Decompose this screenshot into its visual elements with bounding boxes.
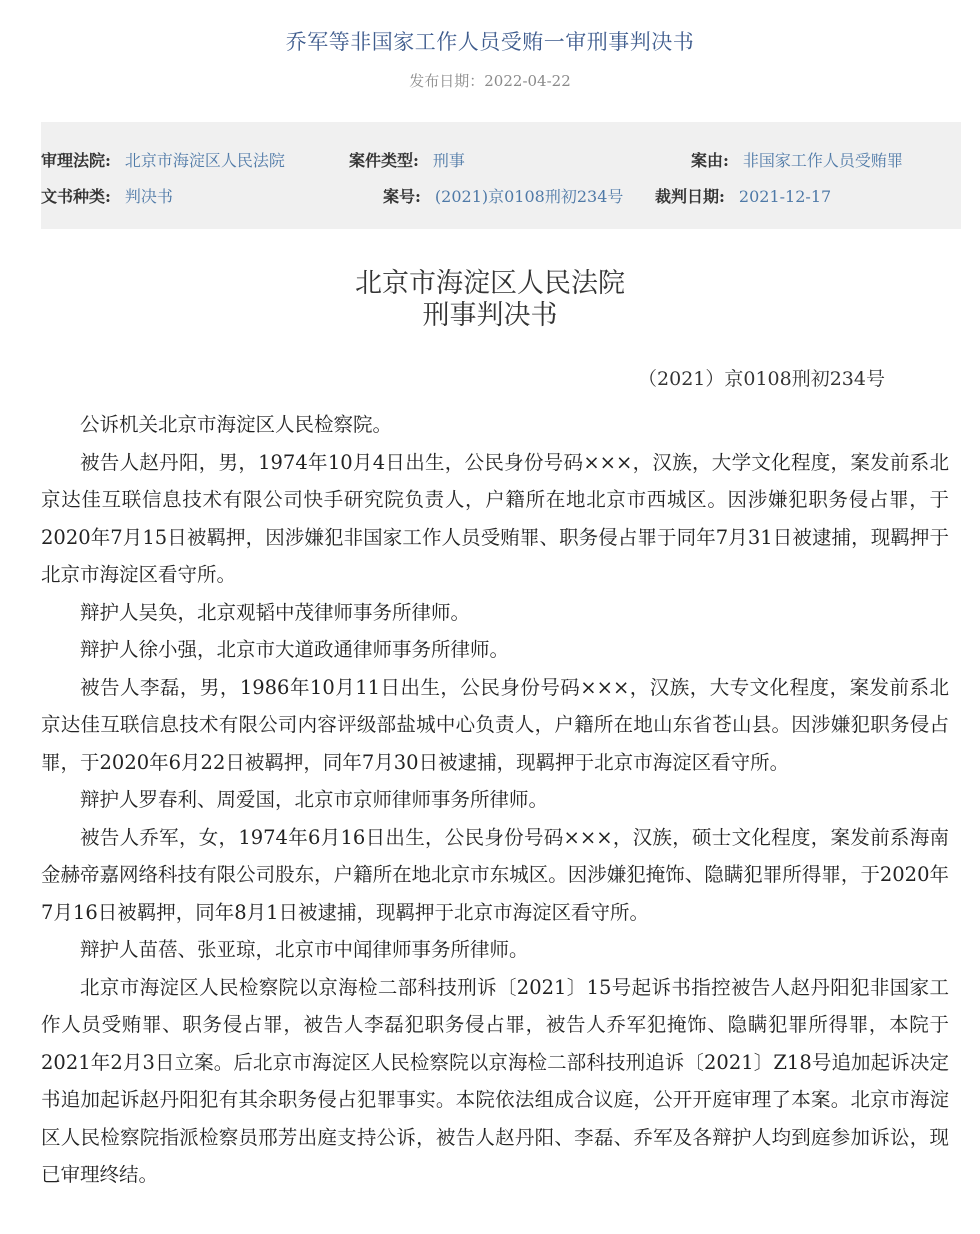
paragraph-defenders-miao-zhang: 辩护人苗蓓、张亚琼，北京市中闻律师事务所律师。 — [80, 938, 529, 961]
judgment-date-value: 2021-12-17 — [738, 187, 832, 206]
judgment-body — [41, 406, 949, 1194]
case-no-info — [383, 184, 623, 207]
paragraph-defender-xu: 辩护人徐小强，北京市大道政通律师事务所律师。 — [80, 638, 510, 661]
court-info — [41, 148, 285, 171]
doc-kind-label: 文书种类: — [41, 187, 111, 206]
document-type-heading: 刑事判决书 — [422, 300, 558, 331]
cause-info — [691, 148, 903, 171]
publish-date-line — [0, 70, 980, 91]
publish-date-label: 发布日期： — [409, 72, 485, 90]
court-value: 北京市海淀区人民法院 — [124, 151, 285, 170]
case-no-value: (2021)京0108刑初234号 — [434, 187, 624, 206]
judgment-date-info — [655, 184, 831, 207]
paragraph-defendant-zhao: 被告人赵丹阳，男，1974年10月4日出生，公民身份号码×××，汉族，大学文化程度，案发前系北京达佳互联信息技术有限公司快手研究院负责人，户籍所在地北京市西城区。因涉嫌犯职务侵占罪，于2020年7月15日被羁押，因涉嫌犯非国家工作人员受贿罪、职务侵占罪于同年7月31日被逮捕，现羁押于北京市海淀区看守所。 — [41, 450, 949, 586]
court-label: 审理法院: — [41, 151, 111, 170]
doc-kind-info — [41, 184, 173, 207]
paragraph-prosecutor: 公诉机关北京市海淀区人民检察院。 — [80, 413, 393, 436]
case-type-label: 案件类型: — [349, 151, 419, 170]
case-type-value: 刑事 — [432, 151, 465, 170]
case-type-info — [349, 148, 465, 171]
doc-kind-value: 判决书 — [124, 187, 173, 206]
publish-date-value: 2022-04-22 — [484, 72, 571, 90]
case-number: （2021）京0108刑初234号 — [638, 368, 885, 390]
case-info-panel — [41, 122, 961, 229]
paragraph-defender-wu: 辩护人吴奂，北京观韬中茂律师事务所律师。 — [80, 600, 471, 624]
paragraph-defendant-li: 被告人李磊，男，1986年10月11日出生，公民身份号码×××，汉族，大专文化程度，案发前系北京达佳互联信息技术有限公司内容评级部盐城中心负责人，户籍所在地山东省苍山县。因涉嫌犯职务侵占罪，于2020年6月22日被羁押，同年7月30日被逮捕，现羁押于北京市海淀区看守所。 — [41, 675, 949, 774]
page-title: 乔军等非国家工作人员受贿一审刑事判决书 — [285, 30, 695, 54]
cause-value: 非国家工作人员受贿罪 — [742, 151, 903, 170]
paragraph-defenders-luo-zhou: 辩护人罗春利、周爱国，北京市京师律师事务所律师。 — [80, 788, 549, 811]
paragraph-defendant-qiao: 被告人乔军，女，1974年6月16日出生，公民身份号码×××，汉族，硕士文化程度，案发前系海南金赫帝嘉网络科技有限公司股东，户籍所在地北京市东城区。因涉嫌犯掩饰、隐瞒犯罪所得罪，于2020年7月16日被羁押，同年8月1日被逮捕，现羁押于北京市海淀区看守所。 — [41, 825, 949, 924]
case-no-label: 案号: — [383, 187, 421, 206]
cause-label: 案由: — [691, 151, 729, 170]
judgment-date-label: 裁判日期: — [655, 187, 725, 206]
court-name-heading: 北京市海淀区人民法院 — [355, 268, 625, 299]
paragraph-proceedings: 北京市海淀区人民检察院以京海检二部科技刑诉〔2021〕15号起诉书指控被告人赵丹阳犯非国家工作人员受贿罪、职务侵占罪，被告人李磊犯职务侵占罪，被告人乔军犯掩饰、隐瞒犯罪所得罪，本院于2021年2月3日立案。后北京市海淀区人民检察院以京海检二部科技刑追诉〔2021〕Z18号追加起诉决定书追加起诉赵丹阳犯有其余职务侵占犯罪事实。本院依法组成合议庭，公开开庭审理了本案。北京市海淀区人民检察院指派检察员邢芳出庭支持公诉，被告人赵丹阳、李磊、乔军及各辩护人均到庭参加诉讼，现已审理终结。 — [41, 975, 949, 1186]
